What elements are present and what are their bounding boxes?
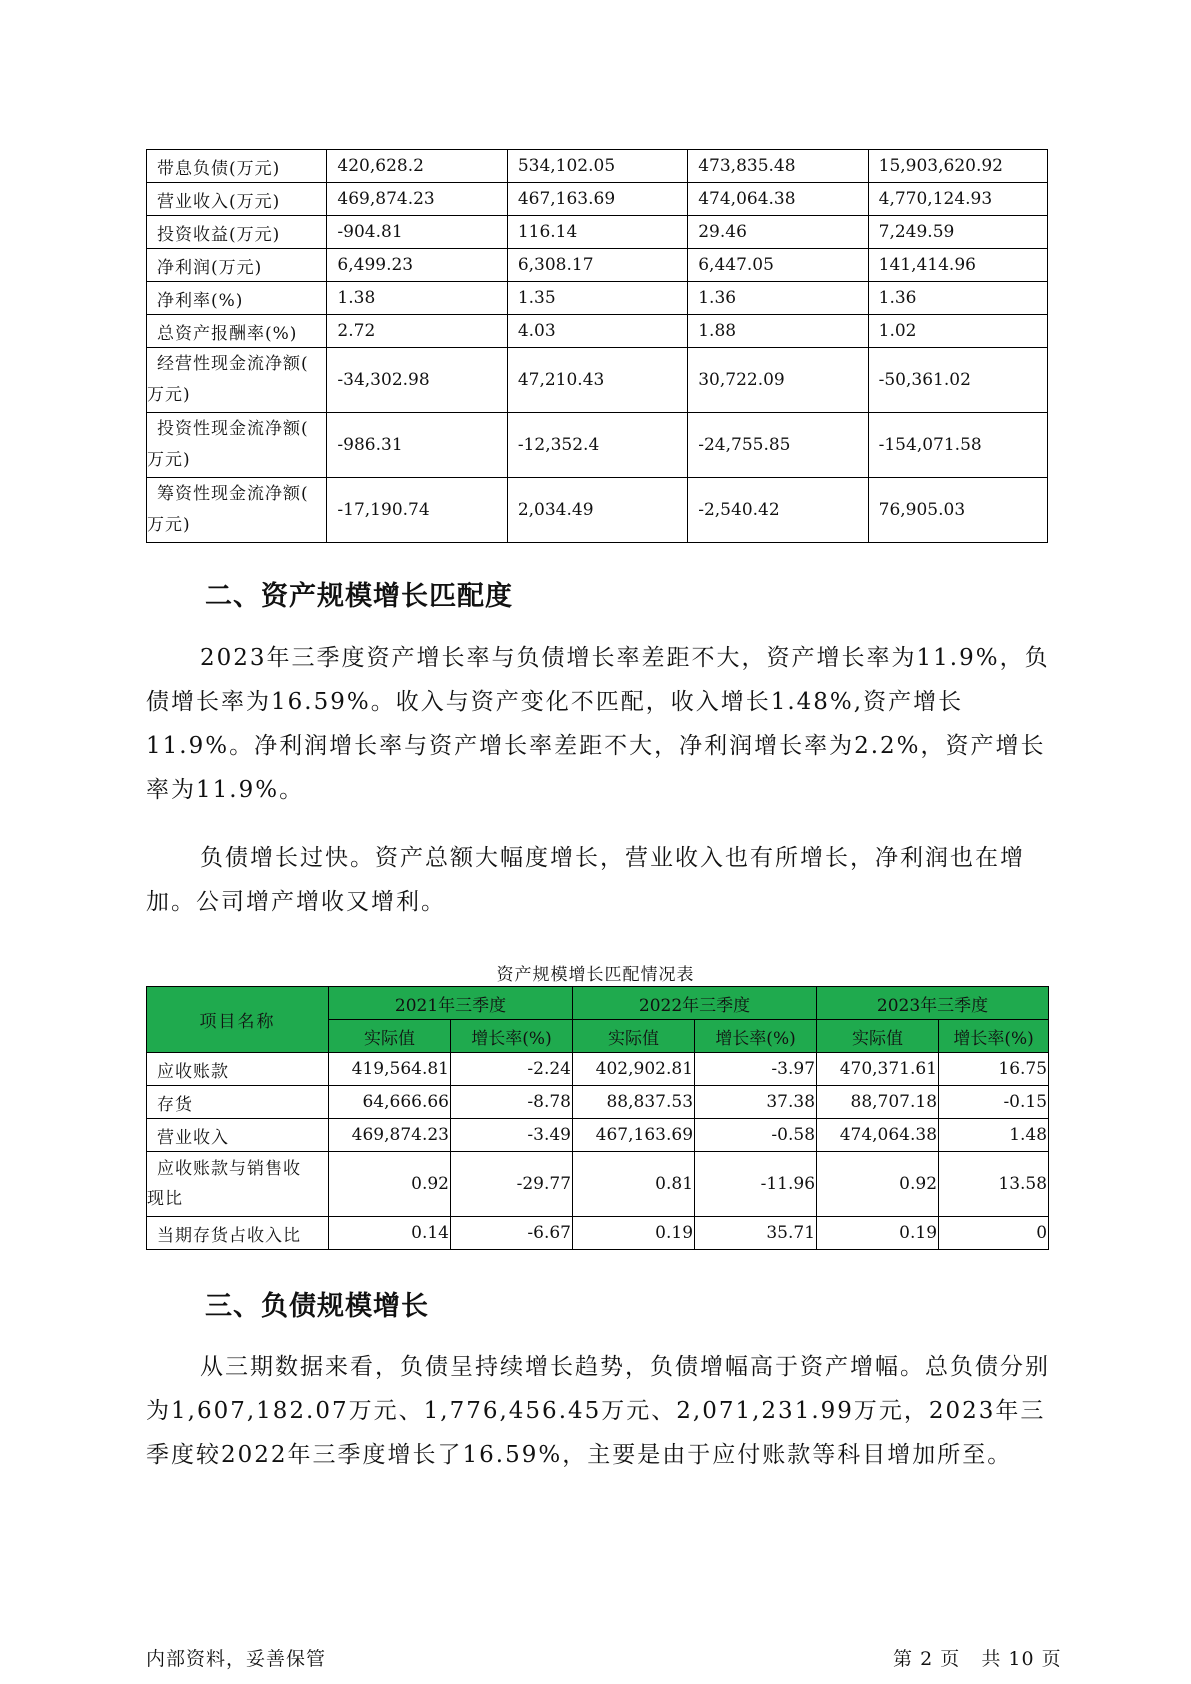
table-row xyxy=(147,1086,1049,1119)
column-header: 增长率(%) xyxy=(939,1020,1049,1053)
table-cell: 474,064.38 xyxy=(817,1119,939,1152)
table-cell: 1.35 xyxy=(507,282,687,315)
table-cell: 0.92 xyxy=(329,1152,451,1217)
row-label: 投资性现金流净额( 万元) xyxy=(147,413,327,478)
table-cell: -986.31 xyxy=(327,413,507,478)
table-cell: 29.46 xyxy=(688,216,868,249)
table-cell: 141,414.96 xyxy=(868,249,1047,282)
table-cell: 419,564.81 xyxy=(329,1053,451,1086)
page-number: 第 2 页 共 10 页 xyxy=(893,1648,1062,1670)
table-cell: -29.77 xyxy=(451,1152,573,1217)
column-header: 增长率(%) xyxy=(451,1020,573,1053)
asset-growth-match-table xyxy=(146,986,1049,1250)
table-cell: -34,302.98 xyxy=(327,348,507,413)
table-cell: 1.02 xyxy=(868,315,1047,348)
table-cell: 30,722.09 xyxy=(688,348,868,413)
table-cell: 0.19 xyxy=(817,1217,939,1250)
table-cell: -50,361.02 xyxy=(868,348,1047,413)
paragraph: 负债增长过快。资产总额大幅度增长，营业收入也有所增长，净利润也在增加。公司增产增收又增利。 xyxy=(146,845,1025,915)
table-cell: 35.71 xyxy=(695,1217,817,1250)
table-cell: 2,034.49 xyxy=(507,478,687,543)
row-label: 净利润(万元) xyxy=(147,249,327,282)
table-cell: 0.92 xyxy=(817,1152,939,1217)
table-row xyxy=(147,1152,1049,1217)
table-cell: 467,163.69 xyxy=(507,183,687,216)
table-cell: 1.88 xyxy=(688,315,868,348)
table-cell: 88,837.53 xyxy=(573,1086,695,1119)
column-header: 2023年三季度 xyxy=(817,987,1049,1020)
table-cell: 76,905.03 xyxy=(868,478,1047,543)
footer-note: 内部资料，妥善保管 xyxy=(146,1648,327,1670)
table-cell: 2.72 xyxy=(327,315,507,348)
row-label: 净利率(%) xyxy=(147,282,327,315)
row-label: 营业收入 xyxy=(147,1119,329,1152)
table-cell: 15,903,620.92 xyxy=(868,150,1047,183)
table-cell: 1.38 xyxy=(327,282,507,315)
column-header: 2021年三季度 xyxy=(329,987,573,1020)
table-cell: -2,540.42 xyxy=(688,478,868,543)
table-cell: -11.96 xyxy=(695,1152,817,1217)
table-row xyxy=(147,1217,1049,1250)
table-row xyxy=(147,150,1048,183)
table-row xyxy=(147,478,1048,543)
table-cell: 1.36 xyxy=(868,282,1047,315)
table-cell: 1.48 xyxy=(939,1119,1049,1152)
row-label: 投资收益(万元) xyxy=(147,216,327,249)
table-row xyxy=(147,348,1048,413)
column-header: 增长率(%) xyxy=(695,1020,817,1053)
table-row xyxy=(147,413,1048,478)
table-row xyxy=(147,282,1048,315)
table-cell: 420,628.2 xyxy=(327,150,507,183)
table-cell: 473,835.48 xyxy=(688,150,868,183)
table-cell: 474,064.38 xyxy=(688,183,868,216)
table-cell: -2.24 xyxy=(451,1053,573,1086)
row-label: 经营性现金流净额( 万元) xyxy=(147,348,327,413)
column-header: 实际值 xyxy=(817,1020,939,1053)
table-cell: 534,102.05 xyxy=(507,150,687,183)
table-cell: 16.75 xyxy=(939,1053,1049,1086)
table-row xyxy=(147,1053,1049,1086)
table-cell: -0.58 xyxy=(695,1119,817,1152)
table-cell: 6,447.05 xyxy=(688,249,868,282)
column-header: 2022年三季度 xyxy=(573,987,817,1020)
row-label: 当期存货占收入比 xyxy=(147,1217,329,1250)
table-cell: 402,902.81 xyxy=(573,1053,695,1086)
row-label: 带息负债(万元) xyxy=(147,150,327,183)
table-cell: 469,874.23 xyxy=(327,183,507,216)
row-label: 存货 xyxy=(147,1086,329,1119)
table-cell: -24,755.85 xyxy=(688,413,868,478)
row-label: 筹资性现金流净额( 万元) xyxy=(147,478,327,543)
table-cell: 6,308.17 xyxy=(507,249,687,282)
column-header: 项目名称 xyxy=(147,987,329,1053)
table-cell: 47,210.43 xyxy=(507,348,687,413)
section-heading: 三、负债规模增长 xyxy=(205,1291,429,1322)
table-cell: 467,163.69 xyxy=(573,1119,695,1152)
table-cell: 13.58 xyxy=(939,1152,1049,1217)
table-cell: -154,071.58 xyxy=(868,413,1047,478)
table-row xyxy=(147,183,1048,216)
row-label: 应收账款 xyxy=(147,1053,329,1086)
table-cell: -6.67 xyxy=(451,1217,573,1250)
table-cell: -12,352.4 xyxy=(507,413,687,478)
table-cell: -3.49 xyxy=(451,1119,573,1152)
table-cell: 116.14 xyxy=(507,216,687,249)
table-cell: 7,249.59 xyxy=(868,216,1047,249)
table-cell: 4,770,124.93 xyxy=(868,183,1047,216)
table-cell: 469,874.23 xyxy=(329,1119,451,1152)
table-cell: -3.97 xyxy=(695,1053,817,1086)
table-row xyxy=(147,1119,1049,1152)
table-cell: 37.38 xyxy=(695,1086,817,1119)
financial-summary-table xyxy=(146,149,1048,543)
paragraph: 从三期数据来看，负债呈持续增长趋势，负债增幅高于资产增幅。总负债分别为1,607,182.07万元、1,776,456.45万元、2,071,231.99万元，2023年三季度较2022年三季度增长了16.59%，主要是由于应付账款等科目增加所至。 xyxy=(146,1354,1050,1468)
row-label: 应收账款与销售收 现比 xyxy=(147,1152,329,1217)
table-cell: 470,371.61 xyxy=(817,1053,939,1086)
table-cell: 4.03 xyxy=(507,315,687,348)
table-cell: 0.19 xyxy=(573,1217,695,1250)
table-cell: -0.15 xyxy=(939,1086,1049,1119)
table-cell: -8.78 xyxy=(451,1086,573,1119)
table-caption: 资产规模增长匹配情况表 xyxy=(496,965,695,985)
table-cell: 0 xyxy=(939,1217,1049,1250)
table-cell: 0.14 xyxy=(329,1217,451,1250)
row-label: 总资产报酬率(%) xyxy=(147,315,327,348)
table-row xyxy=(147,216,1048,249)
header-row xyxy=(147,987,1049,1020)
row-label: 营业收入(万元) xyxy=(147,183,327,216)
column-header: 实际值 xyxy=(573,1020,695,1053)
paragraph: 2023年三季度资产增长率与负债增长率差距不大，资产增长率为11.9%，负债增长率为16.59%。收入与资产变化不匹配，收入增长1.48%,资产增长11.9%。净利润增长率与资产增长率差距不大，净利润增长率为2.2%，资产增长率为11.9%。 xyxy=(146,645,1050,803)
table-row xyxy=(147,249,1048,282)
section-heading: 二、资产规模增长匹配度 xyxy=(205,581,513,612)
table-cell: 6,499.23 xyxy=(327,249,507,282)
table-cell: -17,190.74 xyxy=(327,478,507,543)
table-row xyxy=(147,315,1048,348)
table-cell: 64,666.66 xyxy=(329,1086,451,1119)
table-cell: 88,707.18 xyxy=(817,1086,939,1119)
table-cell: -904.81 xyxy=(327,216,507,249)
column-header: 实际值 xyxy=(329,1020,451,1053)
table-cell: 1.36 xyxy=(688,282,868,315)
table-cell: 0.81 xyxy=(573,1152,695,1217)
